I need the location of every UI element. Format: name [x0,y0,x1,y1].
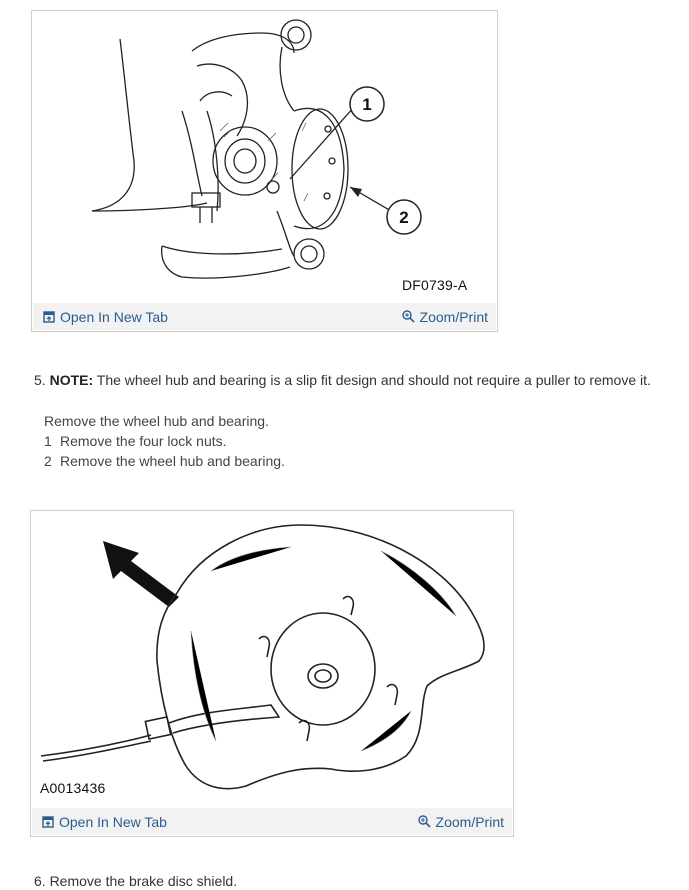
note-text: The wheel hub and bearing is a slip fit design and should not require a puller to remove it. [93,372,651,388]
new-tab-icon [43,311,55,323]
step-number: 5. [34,372,46,388]
step-5-intro: Remove the wheel hub and bearing. [44,413,269,429]
substep-text: Remove the wheel hub and bearing. [60,453,285,469]
substep-2 [44,453,285,469]
figure-hub-bearing-illustration [30,510,514,837]
magnifier-icon [402,310,415,323]
zoom-print-link[interactable] [402,309,488,325]
callout-1-label: 1 [362,95,372,114]
figure-code: A0013436 [40,780,106,796]
substep-number: 2 [44,453,52,469]
figure-code: DF0739-A [402,277,468,293]
open-in-new-tab-label: Open In New Tab [60,308,168,325]
step-5-note [34,372,651,388]
open-in-new-tab-link[interactable] [43,309,168,325]
new-tab-icon [42,816,54,828]
figure-knuckle-illustration [31,10,498,332]
figure-toolbar [32,808,512,835]
hub-drawing [31,511,513,807]
zoom-print-link[interactable] [418,814,504,830]
open-in-new-tab-label: Open In New Tab [59,813,167,830]
note-label: NOTE: [49,372,94,388]
open-in-new-tab-link[interactable] [42,814,167,830]
pointer-arrow [103,541,179,607]
substep-number: 1 [44,433,52,449]
figure-toolbar [33,303,496,330]
zoom-print-label: Zoom/Print [435,813,504,830]
substep-1 [44,433,227,449]
callout-2-label: 2 [399,208,409,227]
substep-text: Remove the four lock nuts. [60,433,227,449]
zoom-print-label: Zoom/Print [419,308,488,325]
step-6-partial: 6. Remove the brake disc shield. [34,873,238,889]
knuckle-drawing [32,11,497,301]
magnifier-icon [418,815,431,828]
